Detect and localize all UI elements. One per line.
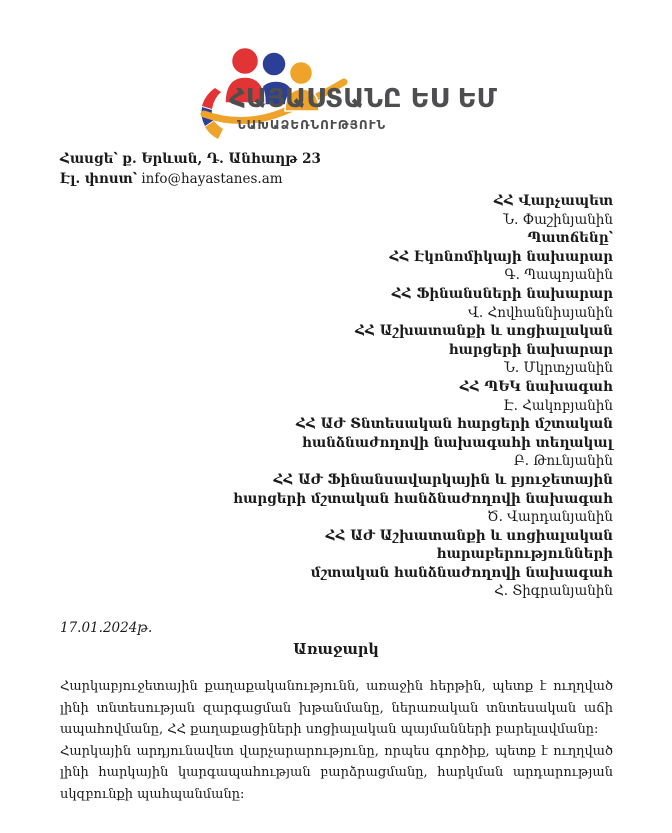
recipient-line: Բ. Թունյանին [513,453,613,470]
recipient-line: ՀՀ ԱԺ Աշխատանքի և սոցիալական [325,527,613,544]
recipient-line: ՀՀ ԱԺ Տնտեսական հարցերի մշտական [296,416,613,433]
address-line [60,150,321,170]
recipient-line: Ն. Փաշինյանին [503,211,613,228]
recipient-line: ՀՀ Էկոնոմիկայի նախարար [389,248,613,265]
contact-block [60,150,321,189]
recipient-line: ՀՀ ՊԵԿ նախագահ [459,378,613,395]
recipient-line: ՀՀ ԱԺ Ֆինանսավարկային և բյուջետային [273,471,613,488]
address-label: Հասցե՝ [60,151,118,167]
recipient-line: ՀՀ Վարչապետ [493,193,613,209]
recipient-line: Ն. Մկրտչյանին [504,360,613,377]
address-value: ք. Երևան, Դ. Անհաղթ 23 [122,151,321,167]
recipient-line: Գ. Պապոյանին [504,267,613,284]
logo [0,0,672,150]
document-date: 17.01.2024թ. [60,620,153,636]
recipient-line: Վ. Հովհաննիսյանին [468,304,613,321]
email-value: info@hayastanes.am [141,170,283,187]
logo-subtitle: ՆԱԽԱՁԵՌՆՈՒԹՅՈՒՆ [237,118,387,132]
recipients-block [233,192,613,601]
recipient-line: հարաբերությունների [436,546,613,563]
paragraph: Հարկային արդյունավետ վարչարարությունը, որպես գործիք, պետք է ուղղված լինի հարկային կարգապահության բարձրացմանը, հարկման արդարության սկզբունքի պահպանմանը։ [60,743,613,802]
document-title: Առաջարկ [293,641,379,658]
paragraph: Հարկաբյուջետային քաղաքականությունն, առաջին հերթին, պետք է ուղղված լինի տնտեսության զարգացման խթանմանը, ներառական տնտեսական աճի ապահովմանը, ՀՀ քաղաքացիների սոցիալական պայմանների բարելավմանը։ [60,679,613,737]
recipient-line: մշտական հանձնաժողովի նախագահ [310,564,613,581]
recipient-line: Ծ. Վարդանյանին [487,509,613,526]
recipient-line: ՀՀ Ֆինանսների նախարար [391,285,613,302]
body-text [60,676,613,805]
email-line [60,170,321,190]
email-label: Էլ. փոստ՝ [60,170,138,187]
recipient-line: Հ. Տիգրանյանին [494,583,613,600]
recipient-line: հարցերի նախարար [448,341,613,358]
recipient-line: հարցերի մշտական հանձնաժողովի նախագահ [233,490,613,507]
recipient-line: ՀՀ Աշխատանքի և սոցիալական [355,323,613,340]
logo-title: ՀԱՅԱՍՏԱՆԸ ԵՍ ԵՄ [229,84,497,114]
recipient-line: Է. Հակոբյանին [503,397,613,414]
recipient-line: Պատճենը՝ [527,230,613,247]
recipient-line: հանձնաժողովի նախագահի տեղակալ [302,434,613,451]
